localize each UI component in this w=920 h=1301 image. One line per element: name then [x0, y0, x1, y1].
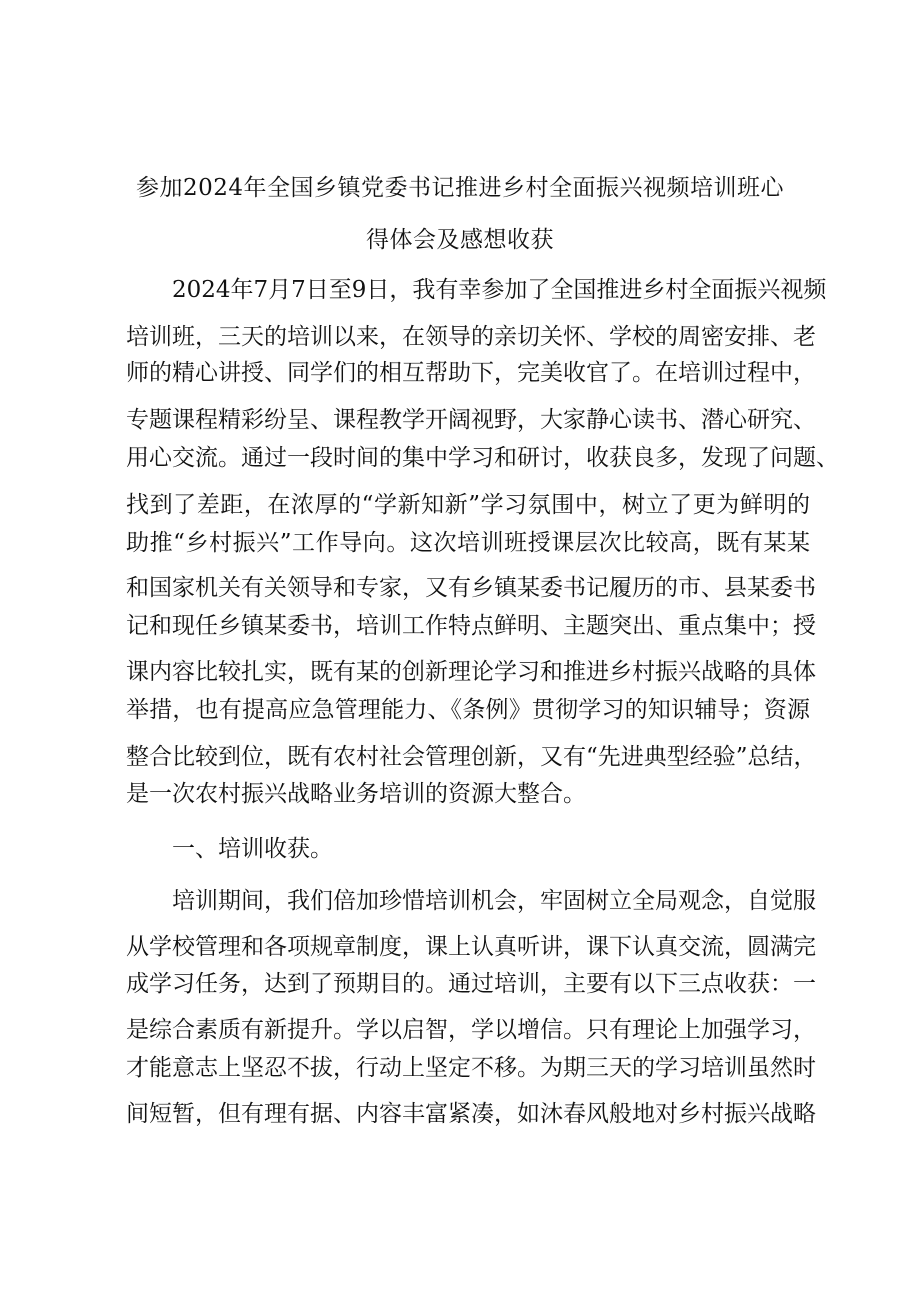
paragraph-1-line: 师的精心讲授、同学们的相互帮助下，完美收官了。在培训过程中，: [126, 360, 816, 386]
paragraph-1-line: 课内容比较扎实，既有某的创新理论学习和推进乡村振兴战略的具体: [126, 659, 816, 685]
document-title-line-1: 参加2024年全国乡镇党委书记推进乡村全面振兴视频培训班心: [135, 175, 785, 201]
paragraph-1-line: 找到了差距，在浓厚的“学新知新”学习氛围中，树立了更为鲜明的: [126, 492, 810, 518]
paragraph-2-line: 才能意志上坚忍不拔，行动上坚定不移。为期三天的学习培训虽然时: [126, 1055, 816, 1081]
paragraph-1-line: 和国家机关有关领导和专家，又有乡镇某委书记履历的市、县某委书: [126, 575, 816, 601]
paragraph-1-line: 培训班，三天的培训以来，在领导的亲切关怀、学校的周密安排、老: [126, 324, 816, 350]
section-heading: 一、培训收获。: [172, 836, 333, 862]
paragraph-2-line: 间短暂，但有理有据、内容丰富紧凑，如沐春风般地对乡村振兴战略: [126, 1101, 816, 1127]
paragraph-1-line: 举措，也有提高应急管理能力、《条例》贯彻学习的知识辅导；资源: [126, 697, 810, 723]
document-title-line-2: 得体会及感想收获: [366, 227, 554, 253]
paragraph-2-line: 培训期间，我们倍加珍惜培训机会，牢固树立全局观念，自觉服: [172, 888, 816, 914]
paragraph-1-line: 记和现任乡镇某委书，培训工作特点鲜明、主题突出、重点集中；授: [126, 613, 816, 639]
paragraph-2-line: 从学校管理和各项规章制度，课上认真听讲，课下认真交流，圆满完: [126, 934, 816, 960]
paragraph-2-line: 成学习任务，达到了预期目的。通过培训，主要有以下三点收获：一: [126, 971, 816, 997]
paragraph-1-line: 专题课程精彩纷呈、课程教学开阔视野，大家静心读书、潜心研究、: [126, 407, 816, 433]
paragraph-2-line: 是综合素质有新提升。学以启智，学以增信。只有理论上加强学习，: [126, 1017, 816, 1043]
paragraph-1-line: 整合比较到位，既有农村社会管理创新，又有“先进典型经验”总结，: [126, 744, 817, 770]
paragraph-1-line: 用心交流。通过一段时间的集中学习和研讨，收获良多，发现了问题、: [126, 445, 839, 471]
paragraph-1-line: 2024年7月7日至9日，我有幸参加了全国推进乡村全面振兴视频: [172, 277, 827, 303]
paragraph-1-line: 助推“乡村振兴”工作导向。这次培训班授课层次比较高，既有某某: [126, 530, 810, 556]
paragraph-1-line: 是一次农村振兴战略业务培训的资源大整合。: [126, 781, 586, 807]
